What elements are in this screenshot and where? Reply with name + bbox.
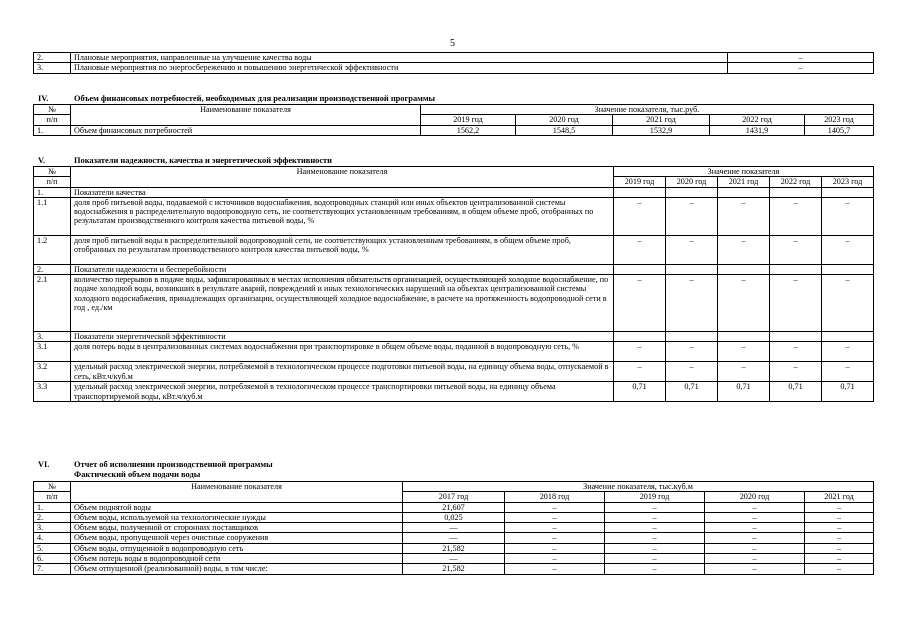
row-value: – — [666, 197, 718, 235]
row-number: 7. — [34, 564, 71, 574]
row-value: – — [805, 502, 874, 512]
row-value: 1562,2 — [421, 125, 516, 135]
page-number: 5 — [450, 38, 455, 49]
row-value: – — [505, 564, 605, 574]
row-value: – — [822, 235, 874, 264]
year-header: 2019 год — [421, 115, 516, 125]
section-6-number: VI. — [38, 460, 50, 469]
table-row — [34, 502, 874, 512]
year-header: 2019 год — [605, 492, 705, 502]
row-value: – — [805, 533, 874, 543]
table-row — [34, 362, 874, 382]
section-6-subtitle: Фактический объем подачи воды — [74, 470, 201, 479]
row-value: 0,71 — [614, 382, 666, 402]
row-value: – — [605, 543, 705, 553]
row-value: – — [770, 362, 822, 382]
row-value: – — [605, 502, 705, 512]
year-header: 2023 год — [822, 177, 874, 187]
row-value: – — [718, 362, 770, 382]
row-value: – — [718, 197, 770, 235]
row-number: 4. — [34, 533, 71, 543]
row-value: – — [605, 554, 705, 564]
year-header: 2020 год — [705, 492, 805, 502]
name-header: Наименование показателя — [71, 105, 421, 126]
num-header-bottom: п/п — [34, 492, 71, 502]
section-6-heading — [38, 460, 273, 470]
value-header: Значение показателя — [614, 167, 874, 177]
section-4-heading — [38, 94, 435, 104]
row-name: Объем воды, используемой на технологические нужды — [71, 512, 403, 522]
row-value: 1405,7 — [805, 125, 874, 135]
row-value: – — [718, 342, 770, 362]
row-value: – — [718, 275, 770, 332]
row-value: – — [505, 543, 605, 553]
year-header: 2021 год — [718, 177, 770, 187]
row-number: 2.1 — [34, 275, 71, 332]
reliability-table — [33, 166, 874, 402]
row-value: – — [770, 235, 822, 264]
row-value: – — [614, 275, 666, 332]
year-header: 2021 год — [805, 492, 874, 502]
name-header: Наименование показателя — [71, 482, 403, 503]
row-value: – — [705, 543, 805, 553]
row-number: 2. — [34, 512, 71, 522]
row-value: – — [770, 342, 822, 362]
row-number: 3.2 — [34, 362, 71, 382]
row-value: – — [614, 362, 666, 382]
row-value: – — [705, 564, 805, 574]
row-number: 6. — [34, 554, 71, 564]
row-value: – — [505, 523, 605, 533]
value-header: Значение показателя, тыс.руб. — [421, 105, 874, 115]
row-value: – — [505, 533, 605, 543]
row-value: – — [805, 523, 874, 533]
section-4-number: IV. — [38, 94, 49, 103]
top-table — [33, 52, 874, 74]
row-name: количество перерывов в подаче воды, зафиксированных в местах исполнения обязательств организацией, осуществляющей холодное водоснабжение, по подаче холодной воды, возникших в результате аварий, повреждений и иных технологических нарушений на объектах централизованной системы холодного водоснабжения, принадлежащих организации, осуществляющей холодное водоснабжение, в расчете на протяженность водопроводной сети в год , ед./км — [71, 275, 614, 332]
year-header: 2023 год — [805, 115, 874, 125]
table-row — [34, 382, 874, 402]
row-number: 3. — [34, 332, 71, 342]
table-row — [34, 523, 874, 533]
row-name: Показатели надежности и бесперебойности — [71, 264, 614, 274]
row-name: Показатели энергетической эффективности — [71, 332, 614, 342]
table-row — [34, 275, 874, 332]
table-row — [34, 342, 874, 362]
row-value: – — [666, 275, 718, 332]
table-row — [34, 235, 874, 264]
row-value: – — [718, 235, 770, 264]
row-value: — — [403, 533, 505, 543]
row-value: – — [805, 554, 874, 564]
row-value: – — [705, 512, 805, 522]
row-name: Объем отпущенной (реализованной) воды, в том числе: — [71, 564, 403, 574]
row-value: – — [822, 362, 874, 382]
value-header: Значение показателя, тыс.куб.м — [403, 482, 874, 492]
row-value: – — [805, 512, 874, 522]
row-name: удельный расход электрической энергии, потребляемой в технологическом процессе подготовки питьевой воды, на единицу объема воды, отпускаемой в сеть, кВт.ч/куб.м — [71, 362, 614, 382]
row-number: 3. — [34, 523, 71, 533]
row-number: 3.3 — [34, 382, 71, 402]
row-value: – — [505, 502, 605, 512]
table-row — [34, 543, 874, 553]
row-number: 1. — [34, 187, 71, 197]
num-header: № — [34, 482, 71, 492]
row-number: 3. — [34, 63, 71, 73]
row-value: – — [705, 523, 805, 533]
row-value: – — [614, 197, 666, 235]
row-name: Объем потерь воды в водопроводной сети — [71, 554, 403, 564]
table-row — [34, 512, 874, 522]
row-value: 0,71 — [770, 382, 822, 402]
row-name: Объем финансовых потребностей — [71, 125, 421, 135]
year-header: 2020 год — [516, 115, 613, 125]
row-value: – — [605, 523, 705, 533]
table-row — [34, 554, 874, 564]
section-5-title: Показатели надежности, качества и энергетической эффективности — [74, 156, 332, 165]
year-header: 2017 год — [403, 492, 505, 502]
row-name: Объем воды, полученной от сторонних поставщиков — [71, 523, 403, 533]
table-row — [34, 187, 874, 197]
year-header: 2021 год — [613, 115, 710, 125]
row-value: 21,607 — [403, 502, 505, 512]
num-header-bottom: п/п — [34, 115, 71, 125]
row-name: доля проб питьевой воды, подаваемой с источников водоснабжения, водопроводных станций или иных объектов централизованной системы водоснабжения в распределительную водопроводную сеть, не соответствующих установленным требованиям, в общем объеме проб, отобранных по результатам производственного контроля качества питьевой воды, % — [71, 197, 614, 235]
row-name: доля проб питьевой воды в распределительной водопроводной сети, не соответствующих установленным требованиям, в общем объеме проб, отобранных по результатам производственного контроля качества питьевой воды, % — [71, 235, 614, 264]
table-row — [34, 197, 874, 235]
table-row — [34, 264, 874, 274]
section-6-title: Отчет об исполнении производственной программы — [74, 460, 273, 469]
row-number: 2. — [34, 53, 71, 63]
row-value: 21,582 — [403, 564, 505, 574]
row-value: – — [805, 543, 874, 553]
row-value: – — [666, 342, 718, 362]
row-name: Плановые мероприятия по энергосбережению и повышению энергетической эффективности — [71, 63, 728, 73]
num-header: № — [34, 105, 71, 115]
row-number: 1.1 — [34, 197, 71, 235]
row-name: Объем поднятой воды — [71, 502, 403, 512]
row-value: – — [728, 53, 874, 63]
row-value: 21,582 — [403, 543, 505, 553]
row-value: – — [666, 362, 718, 382]
row-value: 0,71 — [718, 382, 770, 402]
row-value: – — [505, 554, 605, 564]
row-name: Объем воды, пропущенной через очистные сооружения — [71, 533, 403, 543]
num-header: № — [34, 167, 71, 177]
row-value: 0,025 — [403, 512, 505, 522]
row-value: – — [605, 533, 705, 543]
row-value: – — [705, 554, 805, 564]
year-header: 2018 год — [505, 492, 605, 502]
section-4-title: Объем финансовых потребностей, необходимых для реализации производственной программы — [74, 94, 436, 103]
water-supply-report-table — [33, 481, 874, 575]
row-number: 2. — [34, 264, 71, 274]
table-row — [34, 533, 874, 543]
row-value: – — [822, 275, 874, 332]
row-value: – — [770, 275, 822, 332]
row-value: 1532,9 — [613, 125, 710, 135]
row-value: – — [614, 235, 666, 264]
num-header-bottom: п/п — [34, 177, 71, 187]
row-value: 0,71 — [822, 382, 874, 402]
row-value: – — [666, 235, 718, 264]
table-row — [34, 125, 874, 135]
year-header: 2022 год — [710, 115, 805, 125]
section-5-number: V. — [38, 156, 46, 165]
row-value: – — [605, 512, 705, 522]
row-value: – — [614, 342, 666, 362]
row-value: – — [505, 512, 605, 522]
row-value: — — [403, 523, 505, 533]
table-row — [34, 564, 874, 574]
row-value: – — [605, 564, 705, 574]
row-number: 1.2 — [34, 235, 71, 264]
year-header: 2020 год — [666, 177, 718, 187]
row-number: 1. — [34, 125, 71, 135]
row-number: 5. — [34, 543, 71, 553]
row-name: Показатели качества — [71, 187, 614, 197]
year-header: 2019 год — [614, 177, 666, 187]
table-row — [34, 63, 874, 73]
row-value: 1431,9 — [710, 125, 805, 135]
row-value: 0,71 — [666, 382, 718, 402]
row-name: Объем воды, отпущенной в водопроводную сеть — [71, 543, 403, 553]
row-value: – — [805, 564, 874, 574]
name-header: Наименование показателя — [71, 167, 614, 188]
row-value: – — [728, 63, 874, 73]
row-value: – — [822, 197, 874, 235]
row-value: – — [705, 502, 805, 512]
row-value: – — [705, 533, 805, 543]
row-name: Плановые мероприятия, направленные на улучшение качества воды — [71, 53, 728, 63]
row-number: 1. — [34, 502, 71, 512]
row-number: 3.1 — [34, 342, 71, 362]
row-value: 1548,5 — [516, 125, 613, 135]
row-value: – — [822, 342, 874, 362]
row-name: доля потерь воды в централизованных системах водоснабжения при транспортировке в общем объеме воды, поданной в водопроводную сеть, % — [71, 342, 614, 362]
table-row — [34, 53, 874, 63]
section-5-heading — [38, 156, 332, 166]
year-header: 2022 год — [770, 177, 822, 187]
row-value: — — [403, 554, 505, 564]
table-row — [34, 332, 874, 342]
row-value: – — [770, 197, 822, 235]
financial-needs-table — [33, 104, 874, 136]
row-name: удельный расход электрической энергии, потребляемой в технологическом процессе транспортировки питьевой воды, на единицу объема транспортируемой воды, кВт.ч/куб.м — [71, 382, 614, 402]
